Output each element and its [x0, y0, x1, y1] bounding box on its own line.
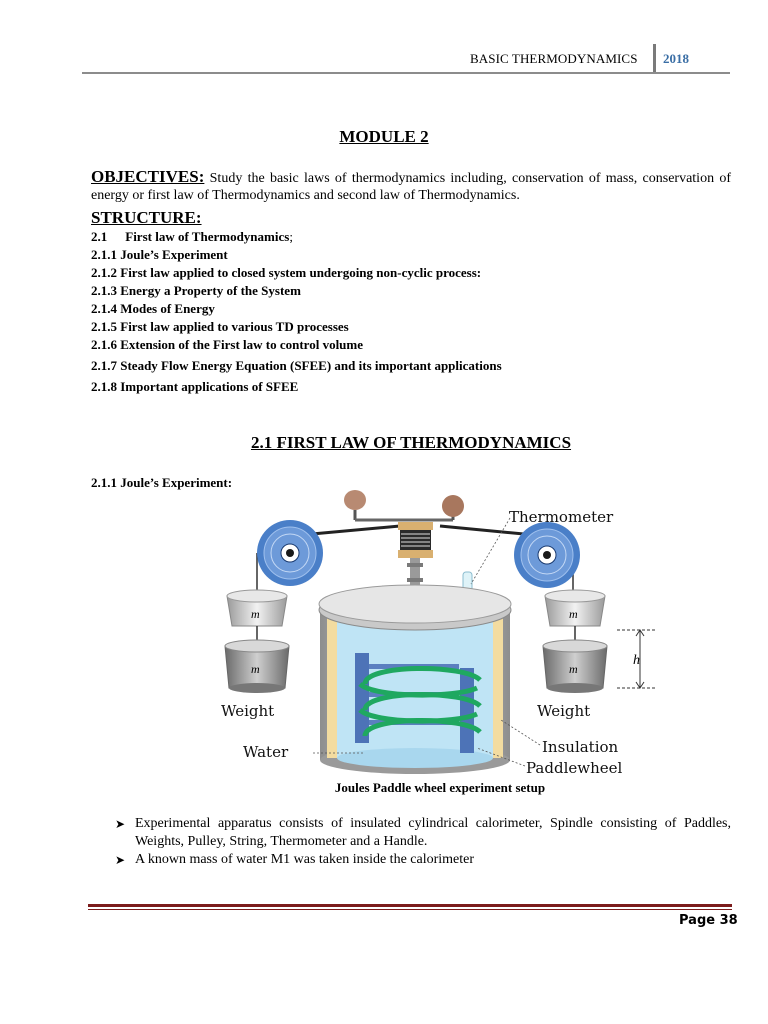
objectives-paragraph — [91, 168, 731, 204]
toc-item-number: 2.1.8 — [91, 379, 117, 394]
header-year: 2018 — [663, 51, 689, 66]
height-label: h — [633, 653, 640, 668]
thermometer-label: Thermometer — [509, 508, 614, 526]
right-weight — [543, 590, 607, 693]
toc-item-text: Energy a Property of the System — [120, 283, 301, 298]
toc-item — [91, 336, 502, 354]
header-separator — [653, 44, 656, 74]
toc-item-number: 2.1.7 — [91, 358, 117, 373]
footer-rule-thin — [88, 909, 732, 910]
arrow-bullet-icon: ➤ — [115, 817, 126, 831]
weight-left-label: Weight — [221, 702, 275, 720]
bullet-list — [115, 815, 731, 869]
toc-item-text: Modes of Energy — [120, 301, 215, 316]
toc-item-text: Extension of the First law to control volume — [120, 337, 364, 352]
mass-label: m — [569, 607, 578, 621]
mass-label: m — [569, 662, 578, 676]
calorimeter — [319, 585, 511, 774]
toc-item — [91, 228, 502, 246]
toc-item-suffix: ; — [289, 229, 293, 244]
joule-apparatus-figure — [215, 488, 660, 780]
toc-item — [91, 282, 502, 300]
mass-label: m — [251, 607, 260, 621]
bullet-text: A known mass of water M1 was taken inside the calorimeter — [135, 852, 475, 867]
paddlewheel-label: Paddlewheel — [526, 759, 623, 777]
toc-item-text: Steady Flow Energy Equation (SFEE) and its important applications — [120, 358, 502, 373]
objectives-text: Study the basic laws of thermodynamics including, conservation of mass, conservation of energy or first law of Thermodynamics and second law of Thermodynamics. — [91, 171, 731, 203]
toc-item-text: Important applications of SFEE — [120, 379, 299, 394]
toc-item — [91, 378, 502, 396]
toc-item-number: 2.1.4 — [91, 301, 117, 316]
figure-caption: Joules Paddle wheel experiment setup — [334, 780, 546, 795]
toc-item-number: 2.1.2 — [91, 265, 117, 280]
bullet-text: Experimental apparatus consists of insulated cylindrical calorimeter, Spindle consisting of Paddles, Weights, Pulley, String, Thermometer and a Handle. — [135, 816, 731, 849]
subsection-title: 2.1.1 Joule’s Experiment: — [91, 475, 233, 490]
arrow-bullet-icon: ➤ — [115, 853, 126, 867]
toc-item — [91, 318, 502, 336]
toc-item — [91, 357, 502, 375]
toc-item-number: 2.1.1 — [91, 247, 117, 262]
module-title: MODULE 2 — [339, 127, 429, 146]
toc-item-number: 2.1.3 — [91, 283, 117, 298]
spindle-spool — [398, 522, 433, 558]
header-rule — [82, 72, 730, 74]
weight-right-label: Weight — [537, 702, 591, 720]
toc-item-number: 2.1.6 — [91, 337, 117, 352]
toc-item — [91, 300, 502, 318]
mass-label: m — [251, 662, 260, 676]
toc-item — [91, 264, 502, 282]
toc-item-number: 2.1 — [91, 229, 108, 244]
list-item — [115, 815, 731, 851]
toc-item-number: 2.1.5 — [91, 319, 117, 334]
toc-item — [91, 246, 502, 264]
structure-list — [91, 228, 502, 396]
toc-item-text: First law applied to closed system undergoing non-cyclic process: — [120, 265, 482, 280]
page-number: Page 38 — [679, 913, 738, 928]
water-label: Water — [243, 743, 289, 761]
structure-heading: STRUCTURE: — [91, 208, 202, 227]
right-pulley — [514, 522, 580, 588]
toc-item-text: First law applied to various TD processes — [120, 319, 349, 334]
toc-item-text: First law of Thermodynamics — [125, 229, 290, 244]
insulation-label: Insulation — [542, 738, 619, 756]
handle — [344, 490, 464, 520]
toc-item-text: Joule’s Experiment — [120, 247, 228, 262]
left-weight — [225, 590, 289, 693]
footer-rule — [88, 904, 732, 907]
section-title: 2.1 FIRST LAW OF THERMODYNAMICS — [250, 433, 572, 452]
list-item — [115, 851, 731, 869]
left-pulley — [257, 520, 323, 586]
header-title: BASIC THERMODYNAMICS — [470, 51, 638, 66]
objectives-heading: OBJECTIVES: — [91, 167, 205, 186]
